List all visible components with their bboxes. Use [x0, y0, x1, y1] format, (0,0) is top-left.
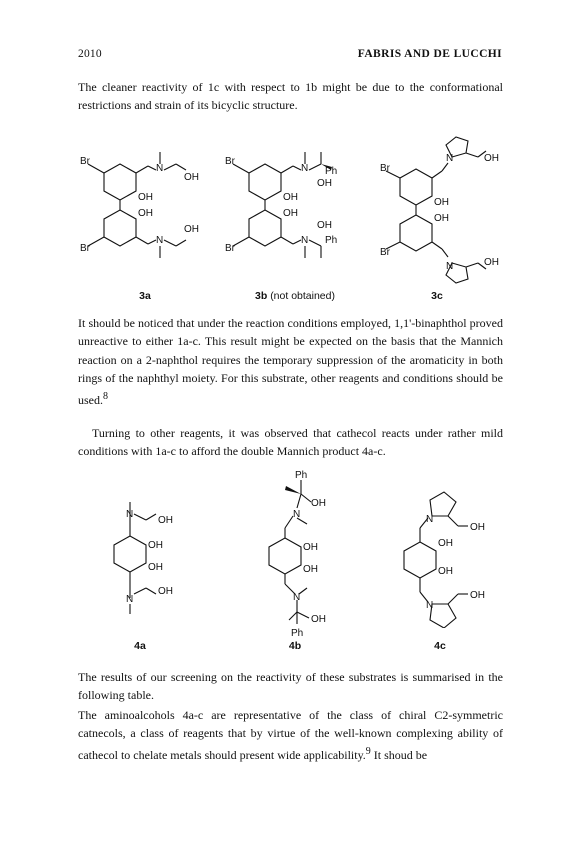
atom-oh: OH: [158, 586, 173, 597]
atom-ph: Ph: [325, 166, 338, 177]
atom-n: N: [126, 594, 134, 605]
atom-oh: OH: [303, 564, 318, 575]
atom-br: Br: [380, 247, 390, 258]
paragraph-4: The results of our screening on the reactivity of these substrates is summarised in the following table.: [78, 670, 503, 703]
reference-8: 8: [103, 390, 108, 402]
atom-ph: Ph: [325, 235, 338, 246]
structure-3c: [380, 135, 510, 285]
atom-oh: OH: [283, 208, 298, 219]
atom-oh: OH: [438, 538, 453, 549]
structure-4b: [255, 468, 355, 638]
atom-oh: OH: [311, 614, 326, 625]
structure-3b: [225, 150, 355, 275]
reference-9: 9: [365, 745, 371, 757]
atom-oh: OH: [438, 566, 453, 577]
atom-n: N: [426, 600, 434, 611]
atom-br: Br: [80, 156, 90, 167]
atom-br: Br: [380, 163, 390, 174]
atom-n: N: [293, 592, 301, 603]
atom-oh: OH: [470, 590, 485, 601]
atom-oh: OH: [303, 542, 318, 553]
compound-label-4b: 4b: [288, 640, 302, 652]
atom-n: N: [446, 153, 454, 164]
atom-oh: OH: [184, 172, 199, 183]
atom-n: N: [446, 261, 454, 272]
running-title: FABRIS AND DE LUCCHI: [357, 48, 502, 60]
compound-label-3a: 3a: [139, 290, 151, 302]
atom-oh: OH: [484, 153, 499, 164]
structure-3a: [80, 150, 210, 275]
atom-oh: OH: [317, 178, 332, 189]
atom-br: Br: [225, 156, 235, 167]
atom-br: Br: [80, 243, 90, 254]
atom-oh: OH: [283, 192, 298, 203]
compound-label-4c: 4c: [434, 640, 446, 652]
paragraph-3: Turning to other reagents, it was observed that cathecol reacts under rather mild conditions with 1a-c to afford the double Mannich product 4a-c.: [78, 426, 503, 459]
atom-n: N: [426, 514, 434, 525]
atom-oh: OH: [317, 220, 332, 231]
paragraph-1: The cleaner reactivity of 1c with respect to 1b might be due to the conformational restrictions and strain of its bicyclic structure.: [78, 80, 503, 113]
atom-oh: OH: [311, 498, 326, 509]
atom-ph: Ph: [295, 470, 308, 481]
atom-oh: OH: [434, 197, 449, 208]
page-number: 2010: [78, 48, 102, 60]
compound-label-3b: 3b (not obtained): [255, 290, 335, 302]
structure-4a: [100, 500, 210, 620]
atom-n: N: [301, 163, 309, 174]
atom-oh: OH: [434, 213, 449, 224]
atom-oh: OH: [470, 522, 485, 533]
atom-br: Br: [225, 243, 235, 254]
compound-label-4a: 4a: [134, 640, 146, 652]
atom-n: N: [156, 235, 164, 246]
atom-n: N: [126, 509, 134, 520]
atom-oh: OH: [158, 515, 173, 526]
atom-n: N: [301, 235, 309, 246]
atom-n: N: [156, 163, 164, 174]
paragraph-5: The aminoalcohols 4a-c are representative of the class of chiral C2-symmetric catnecols, a class of reagents that by virtue of the well-known complexing ability of cathecol to chelate metals should present wide applicability.$^9$ It shoud be: [78, 708, 503, 762]
compound-label-3c: 3c: [431, 290, 443, 302]
atom-oh: OH: [138, 208, 153, 219]
atom-ph: Ph: [291, 628, 304, 638]
atom-oh: OH: [148, 540, 163, 551]
atom-oh: OH: [484, 257, 499, 268]
atom-oh: OH: [184, 224, 199, 235]
atom-oh: OH: [148, 562, 163, 573]
structure-4c: [392, 478, 512, 628]
atom-n: N: [293, 509, 301, 520]
atom-oh: OH: [138, 192, 153, 203]
paragraph-2: It should be noticed that under the reaction conditions employed, 1,1'-binaphthol proved unreactive to either 1a-c. This result might be expected on the basis that the Mannich reaction on a 2-naphthol requires the temporary suppression of the aromaticity in both rings of the naphthyl moiety. For this substrate, other reagents and conditions should be used.$^8$: [78, 316, 503, 407]
